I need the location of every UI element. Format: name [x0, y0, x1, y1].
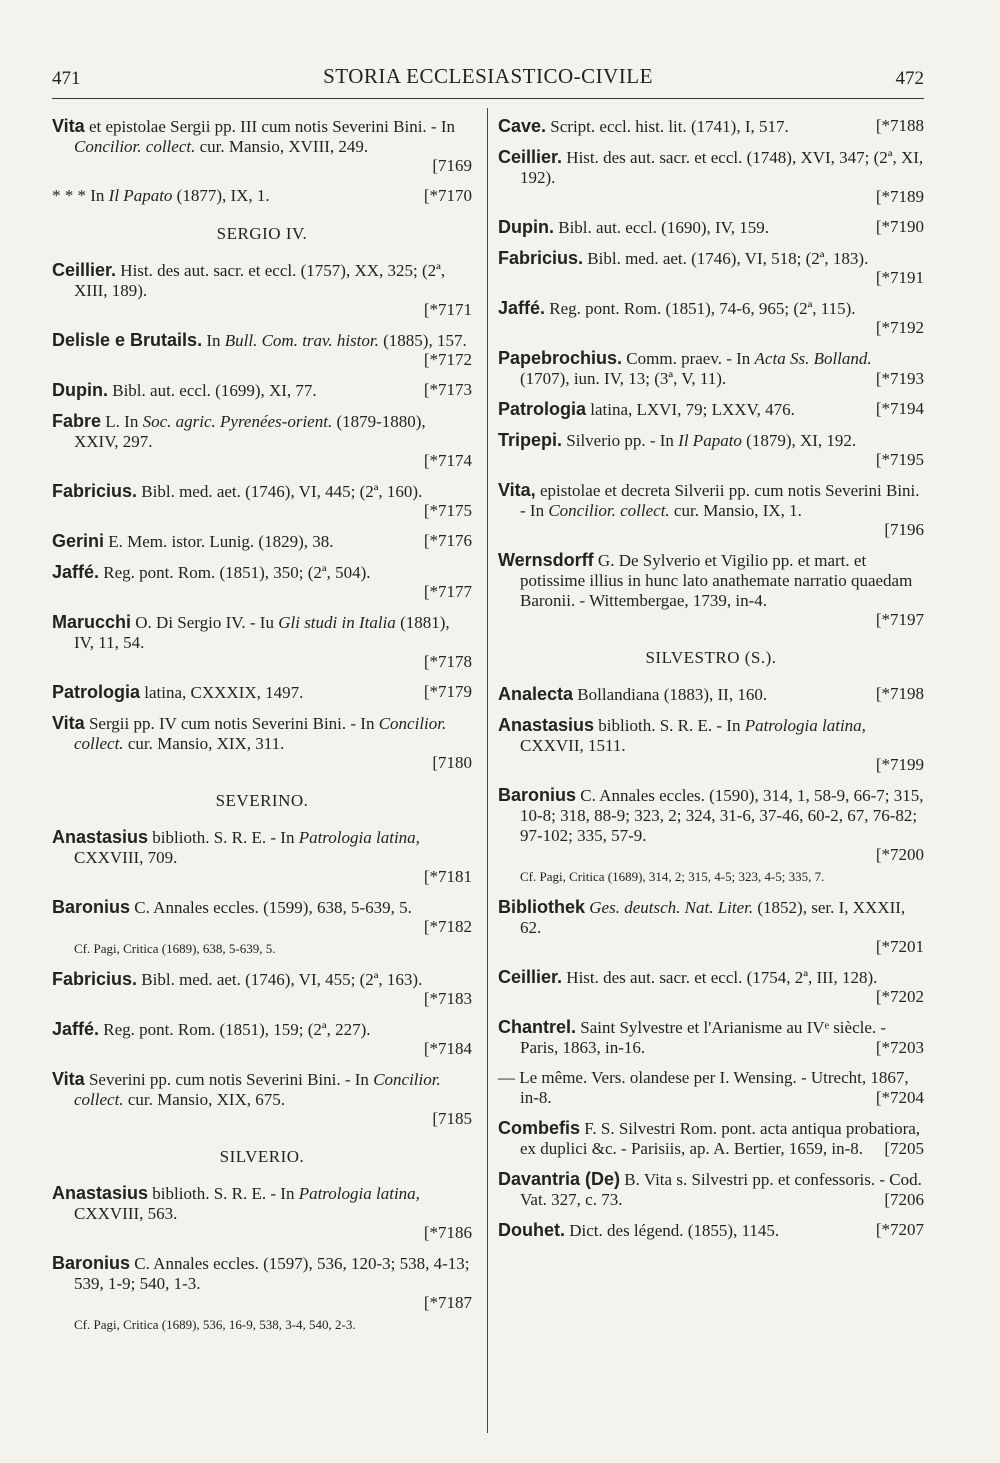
bibliography-entry	[498, 1118, 924, 1159]
entry-text: biblioth. S. R. E. - In	[148, 828, 299, 847]
entry-reference-number: [*7171	[423, 300, 472, 319]
bibliography-entry	[498, 480, 924, 540]
entry-reference-number: [*7194	[875, 399, 924, 418]
entry-text: Reg. pont. Rom. (1851), 350; (2ª, 504).	[99, 563, 371, 582]
entry-text: et epistolae Sergii pp. III cum notis Severini Bini. - In	[84, 117, 456, 136]
bibliography-entry	[52, 330, 472, 370]
bibliography-entry	[52, 682, 472, 703]
entry-reference-number: [*7199	[875, 755, 924, 774]
entry-reference-number: [*7192	[875, 318, 924, 337]
bibliography-entry	[52, 562, 472, 602]
bibliography-entry	[498, 147, 924, 207]
bibliography-entry	[52, 531, 472, 552]
entry-author: Fabre	[52, 411, 102, 431]
bibliography-entry	[498, 1017, 924, 1058]
entry-reference-number: [*7198	[875, 684, 924, 703]
entry-reference-number: [*7183	[423, 989, 472, 1008]
entry-title-italic: Il Papato	[678, 431, 742, 450]
entry-author: Bibliothek	[498, 897, 586, 917]
bibliography-entry	[52, 1253, 472, 1335]
entry-author: Jaffé.	[498, 298, 546, 318]
bibliography-entry	[498, 248, 924, 288]
bibliography-entry	[498, 785, 924, 887]
entry-text: Hist. des aut. sacr. et eccl. (1754, 2ª, III, 128).	[562, 968, 878, 987]
bibliography-entry	[52, 1183, 472, 1243]
bibliography-entry	[498, 348, 924, 389]
entry-author: Marucchi	[52, 612, 132, 632]
entry-text: (1879-1880), XXIV, 297.	[74, 412, 426, 451]
entry-text: C. Annales eccles. (1590), 314, 1, 58-9, 66-7; 315, 10-8; 318, 88-9; 323, 2; 324, 31-6, 37-46, 60-2, 67, 76-82; 97-102; 335, 57-9.	[520, 786, 924, 845]
entry-reference-number: [*7187	[423, 1293, 472, 1312]
entry-title-italic: Acta Ss. Bolland.	[754, 349, 872, 368]
entry-author: Combefis	[498, 1118, 581, 1138]
bibliography-entry	[52, 186, 472, 206]
entry-reference-number: [7196	[884, 520, 924, 539]
entry-text: B. Vita s. Silvestri pp. et confessoris. - Cod. Vat. 327, c. 73.	[520, 1170, 922, 1209]
bibliography-entry	[498, 116, 924, 137]
entry-text: biblioth. S. R. E. - In	[594, 716, 745, 735]
entry-author: Jaffé.	[52, 562, 100, 582]
entry-reference-number: [*7197	[875, 610, 924, 629]
bibliography-entry	[498, 1169, 924, 1210]
right-column	[498, 116, 924, 1251]
entry-reference-number: [*7178	[423, 652, 472, 671]
entry-author: Baronius	[52, 1253, 131, 1273]
entry-title-italic: Concilior. collect.	[74, 714, 447, 753]
entry-note: Cf. Pagi, Critica (1689), 314, 2; 315, 4-5; 323, 4-5; 335, 7.	[520, 869, 825, 884]
entry-text: (1707), iun. IV, 13; (3ª, V, 11).	[520, 369, 727, 388]
entry-text: Silverio pp. - In	[562, 431, 679, 450]
entry-text: Saint Sylvestre et l'Arianisme au IVᵉ siècle. - Paris, 1863, in-16.	[520, 1018, 887, 1057]
entry-author: Davantria (De)	[498, 1169, 621, 1189]
column-divider	[487, 108, 488, 1433]
entry-text: cur. Mansio, XIX, 311.	[123, 734, 285, 753]
bibliography-entry	[498, 217, 924, 238]
entry-text: Bibl. aut. eccl. (1699), XI, 77.	[108, 381, 317, 400]
bibliography-entry	[52, 1069, 472, 1129]
entry-reference-number: [*7177	[423, 582, 472, 601]
entry-reference-number: [*7184	[423, 1039, 472, 1058]
entry-text: Bibl. med. aet. (1746), VI, 518; (2ª, 183).	[583, 249, 869, 268]
entry-author: Anastasius	[52, 1183, 149, 1203]
section-heading: SERGIO IV.	[216, 224, 308, 243]
entry-author: Gerini	[52, 531, 105, 551]
running-title: STORIA ECCLESIASTICO-CIVILE	[323, 64, 653, 88]
entry-author: Vita	[52, 1069, 85, 1089]
left-column	[52, 116, 472, 1345]
entry-text: Dict. des légend. (1855), 1145.	[565, 1221, 780, 1240]
entry-text: Bibl. aut. eccl. (1690), IV, 159.	[554, 218, 769, 237]
entry-reference-number: [*7179	[423, 682, 472, 701]
entry-title-italic: Bull. Com. trav. histor.	[224, 331, 379, 350]
entry-text: Reg. pont. Rom. (1851), 159; (2ª, 227).	[99, 1020, 371, 1039]
entry-reference-number: [*7188	[875, 116, 924, 135]
bibliography-entry	[498, 399, 924, 420]
entry-text: CXXVIII, 563.	[74, 1204, 178, 1223]
entry-text: C. Annales eccles. (1599), 638, 5-639, 5.	[130, 898, 412, 917]
entry-author: Fabricius.	[498, 248, 584, 268]
entry-reference-number: [7169	[432, 156, 472, 175]
entry-author: Chantrel.	[498, 1017, 577, 1037]
entry-reference-number: [7185	[432, 1109, 472, 1128]
section-heading: SEVERINO.	[215, 791, 309, 810]
bibliography-entry	[498, 715, 924, 775]
entry-reference-number: [*7172	[423, 350, 472, 369]
entry-title-italic: Soc. agric. Pyrenées-orient.	[142, 412, 333, 431]
entry-reference-number: [*7191	[875, 268, 924, 287]
entry-author: Papebrochius.	[498, 348, 623, 368]
entry-text: Hist. des aut. sacr. et eccl. (1748), XVI, 347; (2ª, XI, 192).	[520, 148, 924, 187]
bibliography-entry	[498, 684, 924, 705]
bibliography-entry	[498, 298, 924, 338]
entry-author: Patrologia	[498, 399, 587, 419]
entry-author: Dupin.	[498, 217, 554, 237]
entry-text: cur. Mansio, XVIII, 249.	[195, 137, 369, 156]
entry-reference-number: [*7175	[423, 501, 472, 520]
bibliography-entry	[52, 481, 472, 521]
entry-reference-number: [7180	[432, 753, 472, 772]
entry-text: Reg. pont. Rom. (1851), 74-6, 965; (2ª, 115).	[545, 299, 856, 318]
entry-text: Script. eccl. hist. lit. (1741), I, 517.	[546, 117, 789, 136]
entry-reference-number: [*7186	[423, 1223, 472, 1242]
entry-text: biblioth. S. R. E. - In	[148, 1184, 299, 1203]
section-heading: SILVERIO.	[219, 1147, 305, 1166]
bibliography-entry	[52, 827, 472, 887]
entry-text: C. Annales eccles. (1597), 536, 120-3; 538, 4-13; 539, 1-9; 540, 1-3.	[74, 1254, 470, 1293]
entry-author: Ceillier.	[52, 260, 117, 280]
right-page-number: 472	[895, 68, 924, 89]
entry-author: Fabricius.	[52, 481, 138, 501]
header-rule	[52, 98, 924, 99]
entry-text: epistolae et decreta Silverii pp. cum notis Severini Bini. - In	[520, 481, 920, 520]
entry-text: (1877), IX, 1.	[172, 186, 270, 205]
entry-note: Cf. Pagi, Critica (1689), 638, 5-639, 5.	[74, 941, 276, 956]
entry-text: latina, CXXXIX, 1497.	[140, 683, 304, 702]
entry-author: Cave.	[498, 116, 547, 136]
entry-text: * * * In	[52, 186, 109, 205]
entry-title-italic: Patrologia latina,	[298, 1184, 420, 1203]
entry-text: Severini pp. cum notis Severini Bini. - In	[84, 1070, 374, 1089]
entry-author: Fabricius.	[52, 969, 138, 989]
page-header	[52, 62, 924, 92]
entry-title-italic: Concilior. collect.	[548, 501, 670, 520]
entry-reference-number: [*7190	[875, 217, 924, 236]
entry-reference-number: [7206	[884, 1190, 924, 1209]
entry-reference-number: [*7173	[423, 380, 472, 399]
entry-author: Ceillier.	[498, 967, 563, 987]
bibliography-entry	[52, 411, 472, 471]
entry-text: cur. Mansio, IX, 1.	[669, 501, 802, 520]
entry-author: Ceillier.	[498, 147, 563, 167]
entry-reference-number: [*7182	[423, 917, 472, 936]
entry-author: Tripepi.	[498, 430, 563, 450]
entry-title-italic: Patrologia latina,	[744, 716, 866, 735]
entry-text: (1879), XI, 192.	[741, 431, 857, 450]
entry-reference-number: [*7176	[423, 531, 472, 550]
bibliography-entry	[52, 1019, 472, 1059]
entry-reference-number: [*7195	[875, 450, 924, 469]
entry-author: Wernsdorff	[498, 550, 594, 570]
bibliography-entry	[498, 967, 924, 1007]
bibliography-entry	[52, 380, 472, 401]
bibliography-entry	[52, 612, 472, 672]
entry-text: F. S. Silvestri Rom. pont. acta antiqua probatiora, ex duplici &c. - Parisiis, ap. A. Bertier, 1659, in-8.	[520, 1119, 921, 1158]
entry-title-italic: Concilior. collect.	[74, 1070, 441, 1109]
entry-reference-number: [*7207	[875, 1220, 924, 1239]
entry-reference-number: [*7170	[423, 186, 472, 205]
entry-reference-number: [*7204	[875, 1088, 924, 1107]
entry-text: cur. Mansio, XIX, 675.	[123, 1090, 286, 1109]
entry-author: Vita,	[498, 480, 536, 500]
entry-text: latina, LXVI, 79; LXXV, 476.	[586, 400, 795, 419]
entry-reference-number: [*7189	[875, 187, 924, 206]
bibliography-entry	[52, 897, 472, 959]
section-heading: SILVESTRO (S.).	[645, 648, 777, 667]
bibliography-entry	[498, 1068, 924, 1108]
entry-text: CXXVIII, 709.	[74, 848, 178, 867]
entry-text: Bibl. med. aet. (1746), VI, 445; (2ª, 160).	[137, 482, 423, 501]
entry-author: Anastasius	[498, 715, 595, 735]
bibliography-entry	[52, 116, 472, 176]
entry-text: Comm. praev. - In	[622, 349, 755, 368]
entry-title-italic: Concilior. collect.	[74, 137, 196, 156]
entry-author: Analecta	[498, 684, 574, 704]
entry-text: (1852), ser. I, XXXII, 62.	[520, 898, 906, 937]
entry-title-italic: Patrologia latina,	[298, 828, 420, 847]
entry-text: CXXVII, 1511.	[520, 736, 626, 755]
entry-author: Vita	[52, 116, 85, 136]
bibliography-entry	[498, 897, 924, 957]
entry-reference-number: [*7181	[423, 867, 472, 886]
bibliography-entry	[498, 550, 924, 630]
entry-author: Jaffé.	[52, 1019, 100, 1039]
bibliography-entry	[498, 430, 924, 470]
entry-text: — Le même. Vers. olandese per I. Wensing. - Utrecht, 1867, in-8.	[498, 1068, 909, 1107]
entry-text: (1881), IV, 11, 54.	[74, 613, 450, 652]
entry-author: Anastasius	[52, 827, 149, 847]
bibliography-entry	[52, 260, 472, 320]
entry-reference-number: [*7202	[875, 987, 924, 1006]
entry-author: Baronius	[498, 785, 577, 805]
entry-text: O. Di Sergio IV. - Iu	[131, 613, 279, 632]
entry-text: Bibl. med. aet. (1746), VI, 455; (2ª, 163).	[137, 970, 423, 989]
entry-note: Cf. Pagi, Critica (1689), 536, 16-9, 538, 3-4, 540, 2-3.	[74, 1317, 356, 1332]
entry-reference-number: [*7203	[875, 1038, 924, 1057]
entry-text: E. Mem. istor. Lunig. (1829), 38.	[104, 532, 334, 551]
entry-text: (1885), 157.	[378, 331, 467, 350]
entry-author: Dupin.	[52, 380, 108, 400]
entry-title-italic: Il Papato	[108, 186, 173, 205]
entry-author: Douhet.	[498, 1220, 565, 1240]
bibliography-entry	[52, 713, 472, 773]
entry-reference-number: [*7193	[875, 369, 924, 388]
entry-text: Sergii pp. IV cum notis Severini Bini. - In	[84, 714, 379, 733]
entry-reference-number: [*7200	[875, 845, 924, 864]
entry-text: Hist. des aut. sacr. et eccl. (1757), XX, 325; (2ª, XIII, 189).	[74, 261, 446, 300]
entry-text: G. De Sylverio et Vigilio pp. et mart. et potissime illius in hunc lato anathemate narratio quaedam Baronii. - Wittembergae, 1739, in-4.	[520, 551, 913, 610]
entry-author: Delisle e Brutails.	[52, 330, 203, 350]
entry-text: In	[202, 331, 225, 350]
bibliography-entry	[52, 969, 472, 1009]
entry-reference-number: [*7174	[423, 451, 472, 470]
entry-text: Bollandiana (1883), II, 160.	[573, 685, 768, 704]
entry-reference-number: [7205	[884, 1139, 924, 1158]
entry-author: Vita	[52, 713, 85, 733]
entry-title-italic: Ges. deutsch. Nat. Liter.	[589, 898, 754, 917]
entry-author: Patrologia	[52, 682, 141, 702]
left-page-number: 471	[52, 68, 81, 89]
entry-text: L. In	[101, 412, 143, 431]
entry-reference-number: [*7201	[875, 937, 924, 956]
bibliography-entry	[498, 1220, 924, 1241]
entry-title-italic: Gli studi in Italia	[278, 613, 396, 632]
entry-author: Baronius	[52, 897, 131, 917]
